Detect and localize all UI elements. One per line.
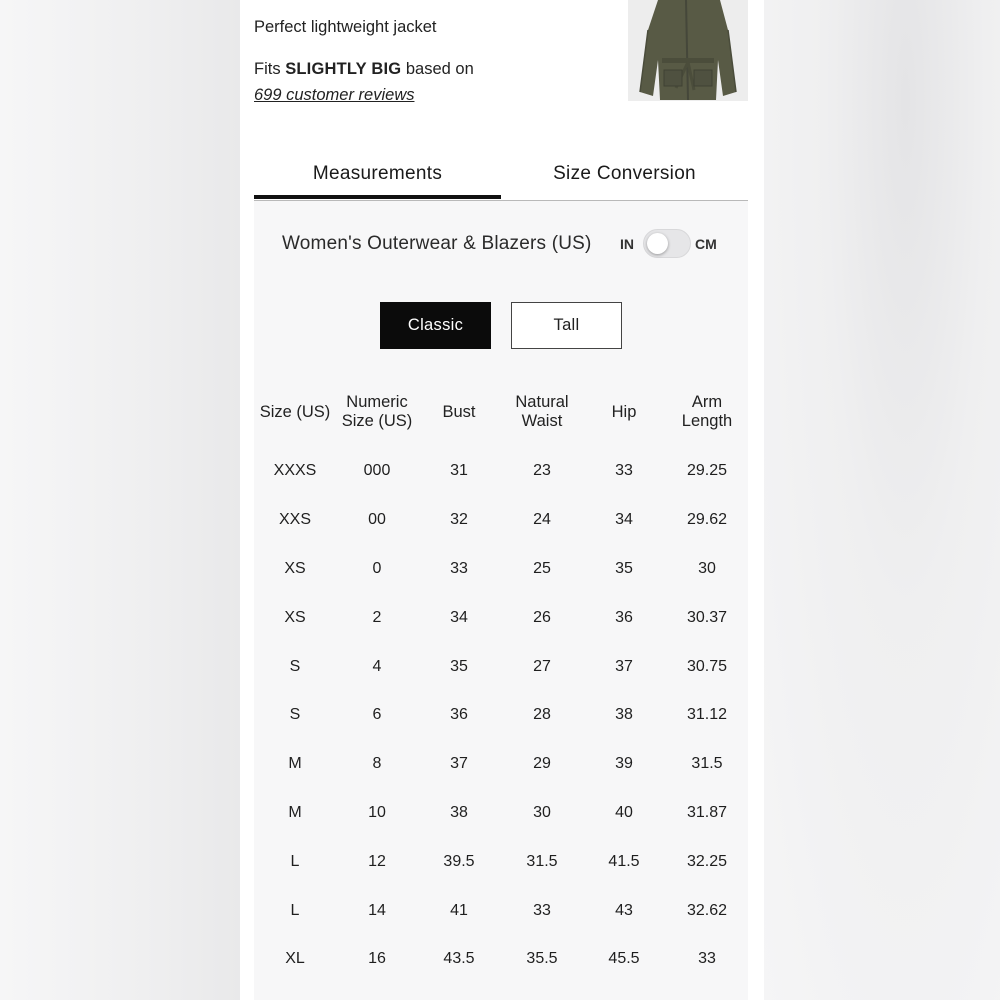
header-numeric-size: Numeric Size (US) xyxy=(341,393,413,430)
cell-numeric-size: 8 xyxy=(372,755,382,773)
size-chart-panel xyxy=(240,0,764,1000)
cell-numeric-size: 6 xyxy=(372,706,382,724)
cell-hip: 45.5 xyxy=(608,950,640,968)
cell-bust: 33 xyxy=(450,559,468,577)
category-title: Women's Outerwear & Blazers (US) xyxy=(282,233,592,254)
table-row xyxy=(254,837,748,886)
unit-label-in[interactable]: IN xyxy=(620,236,634,252)
cell-natural-waist: 23 xyxy=(533,462,551,480)
cell-size-us: M xyxy=(288,755,302,773)
table-row xyxy=(254,496,748,545)
cell-natural-waist: 35.5 xyxy=(526,950,558,968)
cell-natural-waist: 26 xyxy=(533,608,551,626)
tab-measurements[interactable]: Measurements xyxy=(312,163,443,184)
size-table xyxy=(254,389,748,984)
tab-size-conversion[interactable]: Size Conversion xyxy=(553,163,696,184)
cell-size-us: XXXS xyxy=(273,462,317,480)
cell-numeric-size: 10 xyxy=(368,803,386,821)
cell-size-us: S xyxy=(289,706,301,724)
cell-arm-length: 33 xyxy=(698,950,716,968)
cell-bust: 38 xyxy=(450,803,468,821)
cell-hip: 39 xyxy=(615,755,633,773)
customer-reviews-link[interactable]: 699 customer reviews xyxy=(254,86,415,104)
size-table-body xyxy=(254,447,748,984)
cell-arm-length: 31.12 xyxy=(686,706,728,724)
cell-numeric-size: 000 xyxy=(363,462,391,480)
cell-bust: 34 xyxy=(450,608,468,626)
cell-hip: 34 xyxy=(615,511,633,529)
cell-natural-waist: 27 xyxy=(533,657,551,675)
table-row xyxy=(254,593,748,642)
cell-arm-length: 30 xyxy=(698,559,716,577)
cell-bust: 41 xyxy=(450,901,468,919)
measurements-content xyxy=(254,201,748,1000)
cell-arm-length: 30.75 xyxy=(686,657,728,675)
cell-numeric-size: 12 xyxy=(368,852,386,870)
fit-classic-button[interactable]: Classic xyxy=(380,302,491,349)
table-row xyxy=(254,691,748,740)
cell-numeric-size: 16 xyxy=(368,950,386,968)
size-table-header xyxy=(254,389,748,435)
cell-size-us: L xyxy=(290,852,300,870)
background-left xyxy=(0,0,240,1000)
table-row xyxy=(254,789,748,838)
cell-hip: 43 xyxy=(615,901,633,919)
active-tab-indicator xyxy=(254,195,501,199)
unit-toggle[interactable] xyxy=(643,229,691,258)
cell-bust: 39.5 xyxy=(443,852,475,870)
cell-hip: 40 xyxy=(615,803,633,821)
cell-size-us: XL xyxy=(285,950,305,968)
cell-hip: 36 xyxy=(615,608,633,626)
header-natural-waist: Natural Waist xyxy=(515,393,569,430)
cell-natural-waist: 25 xyxy=(533,559,551,577)
cell-size-us: M xyxy=(288,803,302,821)
cell-size-us: XXS xyxy=(278,511,311,529)
cell-arm-length: 29.62 xyxy=(686,511,728,529)
cell-numeric-size: 14 xyxy=(368,901,386,919)
cell-numeric-size: 4 xyxy=(372,657,382,675)
cell-bust: 37 xyxy=(450,755,468,773)
header-hip: Hip xyxy=(611,402,637,421)
cell-hip: 35 xyxy=(615,559,633,577)
cell-arm-length: 30.37 xyxy=(686,608,728,626)
cell-natural-waist: 33 xyxy=(533,901,551,919)
cell-arm-length: 31.5 xyxy=(691,755,723,773)
table-row xyxy=(254,886,748,935)
unit-label-cm[interactable]: CM xyxy=(695,236,717,252)
cell-arm-length: 32.25 xyxy=(686,852,728,870)
header-bust: Bust xyxy=(442,402,476,421)
fit-suffix: based on xyxy=(405,60,474,78)
cell-arm-length: 32.62 xyxy=(686,901,728,919)
cell-bust: 43.5 xyxy=(443,950,475,968)
fit-prefix: Fits xyxy=(254,60,281,78)
cell-bust: 36 xyxy=(450,706,468,724)
cell-natural-waist: 31.5 xyxy=(526,852,558,870)
header-size-us: Size (US) xyxy=(259,402,331,421)
cell-bust: 35 xyxy=(450,657,468,675)
table-row xyxy=(254,935,748,984)
cell-natural-waist: 30 xyxy=(533,803,551,821)
cell-natural-waist: 24 xyxy=(533,511,551,529)
review-headline: Perfect lightweight jacket xyxy=(254,18,437,36)
cell-bust: 32 xyxy=(450,511,468,529)
table-row xyxy=(254,545,748,594)
cell-bust: 31 xyxy=(450,462,468,480)
cell-size-us: XS xyxy=(284,608,306,626)
header-arm-length: Arm Length xyxy=(681,393,733,430)
table-row xyxy=(254,642,748,691)
cell-numeric-size: 0 xyxy=(372,559,382,577)
unit-toggle-knob xyxy=(647,233,668,254)
cell-numeric-size: 2 xyxy=(372,608,382,626)
cell-hip: 37 xyxy=(615,657,633,675)
cell-natural-waist: 28 xyxy=(533,706,551,724)
cell-arm-length: 29.25 xyxy=(686,462,728,480)
fit-value: SLIGHTLY BIG xyxy=(285,60,402,78)
cell-size-us: S xyxy=(289,657,301,675)
cell-natural-waist: 29 xyxy=(533,755,551,773)
fit-tall-button[interactable]: Tall xyxy=(511,302,622,349)
size-chart-tabs xyxy=(254,150,748,201)
background-right xyxy=(764,0,1000,1000)
cell-size-us: XS xyxy=(284,559,306,577)
cell-hip: 33 xyxy=(615,462,633,480)
cell-size-us: L xyxy=(290,901,300,919)
cell-hip: 41.5 xyxy=(608,852,640,870)
table-row xyxy=(254,447,748,496)
table-row xyxy=(254,740,748,789)
cell-numeric-size: 00 xyxy=(368,511,386,529)
cell-hip: 38 xyxy=(615,706,633,724)
cell-arm-length: 31.87 xyxy=(686,803,728,821)
fit-summary xyxy=(254,60,474,79)
product-thumbnail[interactable] xyxy=(628,0,748,101)
jacket-image xyxy=(628,0,748,101)
